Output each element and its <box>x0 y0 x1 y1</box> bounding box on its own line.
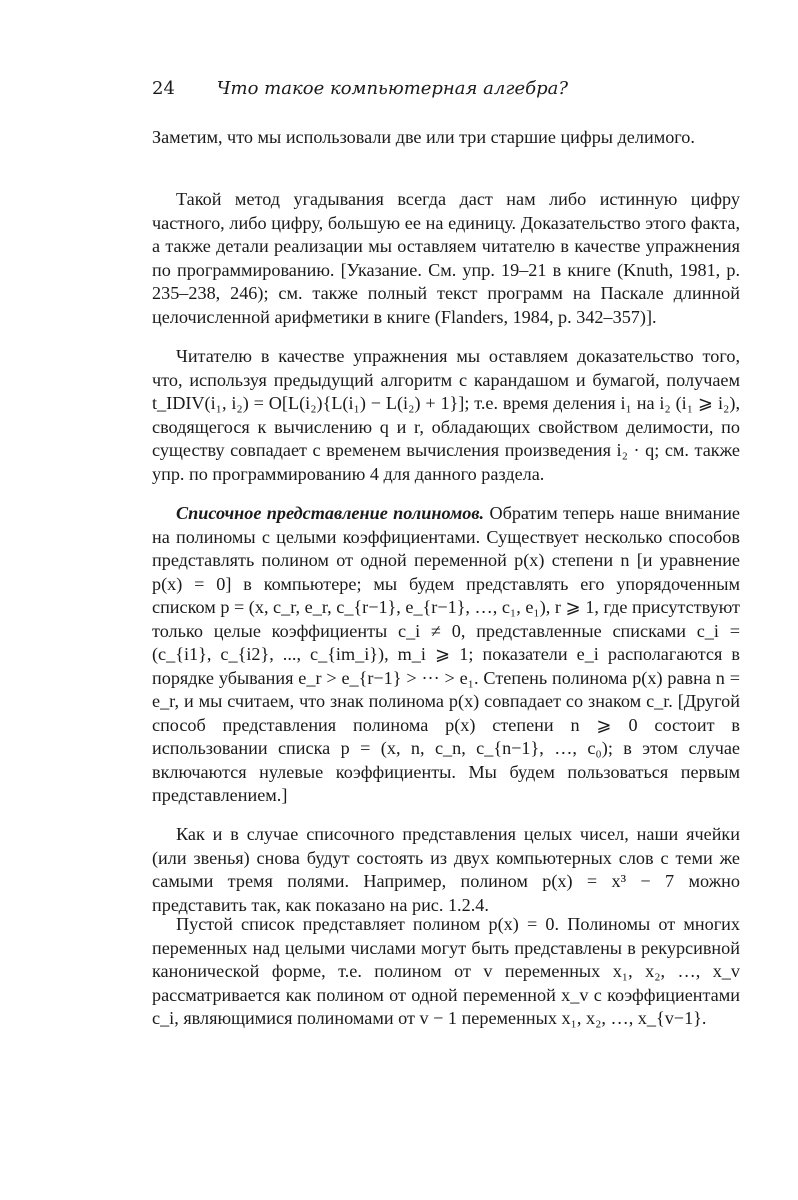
paragraph-4 <box>152 502 740 808</box>
paragraph-5 <box>152 823 740 917</box>
page-header <box>152 78 752 100</box>
paragraph-2 <box>152 188 740 329</box>
paragraph-text: Такой метод угадывания всегда даст нам либо истинную цифру частного, либо цифру, большую ее на единицу. Доказательство этого факта, а также детали реализации мы оставляем читателю в качестве упражнения по программированию. [Указание. См. упр. 19–21 в книге (Knuth, 1981, p. 235–238, 246); см. также полный текст программ на Паскале длинной целочисленной арифметики в книге (Flanders, 1984, p. 342–357)]. <box>152 189 740 327</box>
section-heading: Списочное представление полиномов. <box>176 503 485 523</box>
paragraph-text: Пустой список представляет полином p(x) = 0. Полиномы от многих переменных над целыми числами могут быть представлены в рекурсивной канонической форме, т.е. полином от v переменных x₁, x₂, …, x_v рассматривается как полином от одной переменной x_v с коэффициентами c_i, являющимися полиномами от v − 1 переменных x₁, x₂, …, x_{v−1}. <box>152 914 740 1028</box>
paragraph-1 <box>152 126 740 150</box>
paragraph-3 <box>152 345 740 486</box>
page-number: 24 <box>152 78 175 99</box>
paragraph-text: Как и в случае списочного представления целых чисел, наши ячейки (или звенья) снова будут состоять из двух компьютерных слов с теми же самыми тремя полями. Например, полином p(x) = x³ − 7 можно представить так, как показано на рис. 1.2.4. <box>152 824 740 915</box>
paragraph-text: Обратим теперь наше внимание на полиномы с целыми коэффициентами. Существует несколько способов представлять полином от одной переменной p(x) степени n [и уравнение p(x) = 0] в компьютере; мы будем представлять его упорядоченным списком p = (x, c_r, e_r, c_{r−1}, e_{r−1}, …, c₁, e₁), r ⩾ 1, где присутствуют только целые коэффициенты c_i ≠ 0, представленные списками c_i = (c_{i1}, c_{i2}, ..., c_{im_i}), m_i ⩾ 1; показатели e_i располагаются в порядке убывания e_r > e_{r−1} > ··· > e₁. Степень полинома p(x) равна n = e_r, и мы считаем, что знак полинома p(x) совпадает со знаком c_r. [Другой способ представления полинома p(x) степени n ⩾ 0 состоит в использовании списка p = (x, n, c_n, c_{n−1}, …, c₀); в этом случае включаются нулевые коэффициенты. Мы будем пользоваться первым представлением.] <box>152 503 740 805</box>
paragraph-text: Заметим, что мы использовали две или три старшие цифры делимого. <box>152 127 695 147</box>
running-title: Что такое компьютерная алгебра? <box>216 78 568 99</box>
paragraph-with-heading <box>152 502 740 808</box>
paragraph-text: Читателю в качестве упражнения мы оставляем доказательство того, что, используя предыдущий алгоритм с карандашом и бумагой, получаем t_IDIV(i₁, i₂) = O[L(i₂){L(i₁) − L(i₂) + 1}]; т.е. время деления i₁ на i₂ (i₁ ⩾ i₂), сводящегося к вычислению q и r, обладающих свойством делимости, по существу совпадает с временем вычисления произведения i₂ · q; см. также упр. по программированию 4 для данного раздела. <box>152 346 740 484</box>
paragraph-6 <box>152 913 740 1031</box>
